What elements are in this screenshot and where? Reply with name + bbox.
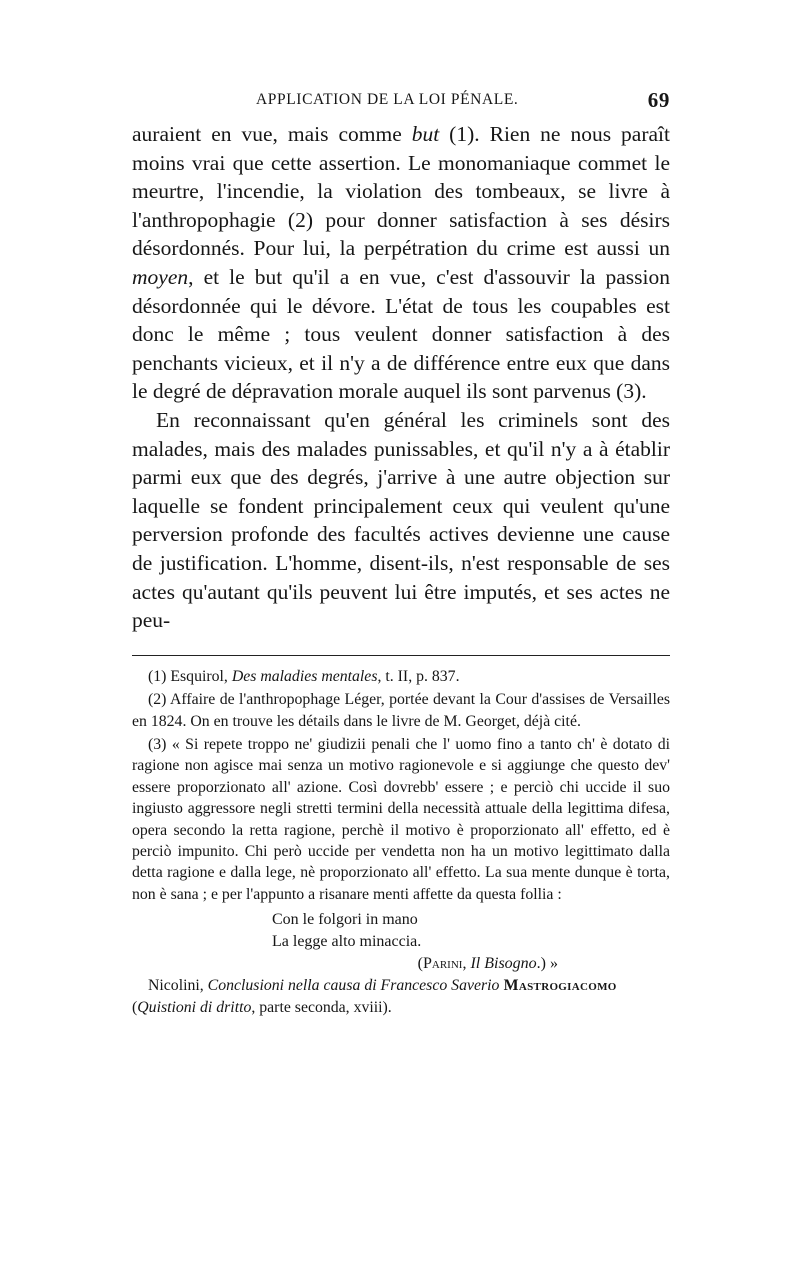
text-run: ( [132,998,138,1016]
verse-quotation [132,909,670,975]
verse-line-1: Con le folgori in mano [272,911,418,929]
main-text [132,120,670,635]
text-run: ( [417,955,423,973]
footnote-1 [132,666,670,687]
paragraph-1 [132,120,670,406]
verse-attribution [132,953,670,975]
page-header [132,88,670,112]
small-caps-run: Mastrogiacomo [499,977,617,995]
paragraph-2: En reconnaissant qu'en général les criminels sont des malades, mais des malades punissables, et qu'il n'y a à établir parmi eux que des degrés, j'arrive à une autre objection sur laquelle se fondent principalement ceux qui veulent qu'une perversion profonde des facultés actives devienne une cause de justification. L'homme, disent-ils, n'est responsable de ses actes qu'autant qu'ils peuvent lui être imputés, et ses actes ne peu- [132,407,670,633]
footnote-3: (3) « Si repete troppo ne' giudizii penali che l' uomo fino a tanto ch' è dotato di ragione non agisce mai senza un motivo ragionevole e si aggiunge che questo dev' essere proporzionato all' azione. Così dovrebb' essere ; e perciò chi uccide il suo ingiusto aggressore negli stretti termini della necessità attuale della legittima difesa, opera secondo la retta ragione, perchè il motivo è proporzionato all' effetto, ed è perciò impunito. Chi però uccide per vendetta non ha un motivo legittimato dalla detta ragione e dalla lege, nè proporzionato all' effetto. La sua mente dunque è torta, non è sana ; e per l'appunto a risanare menti affette da questa follia : [132,735,670,903]
text-run: .) » [536,955,558,973]
italic-run: but [411,122,440,146]
footnote-2: (2) Affaire de l'anthropophage Léger, portée devant la Cour d'assises de Versailles en 1824. On en trouve les détails dans le livre de M. Georget, déjà cité. [132,691,670,730]
text-run: (1) Esquirol, [148,667,232,685]
text-run: , t. II, p. 837. [377,667,460,685]
italic-run: Conclusioni nella causa di Francesco Saverio [207,977,500,995]
text-run: , [462,955,471,973]
book-page [132,88,670,1020]
text-run: (1). Rien ne nous paraît moins vrai que cette assertion. Le monomaniaque commet le meurtre, l'incendie, la violation des tombeaux, se livre à l'anthropophagie (2) pour donner satisfaction à ses désirs désordonnés. Pour lui, la perpétration du crime est aussi un [132,122,670,261]
italic-run: moyen [132,264,189,289]
running-title: APPLICATION DE LA LOI PÉNALE. [256,91,519,108]
work-title: Il Bisogno [470,955,537,973]
author-name: Parini [423,955,463,973]
page-number: 69 [647,88,670,112]
text-run: Nicolini, [148,977,208,995]
footnote-3-citation [132,975,670,1018]
text-run: , parte seconda, xviii). [251,998,392,1016]
italic-run: Des maladies mentales [231,667,378,685]
footnote-rule [132,655,670,656]
text-run: auraient en vue, mais comme [132,122,412,146]
italic-run: Quistioni di dritto [137,998,252,1016]
text-run: , et le but qu'il a en vue, c'est d'assouvir la passion désordonnée qui le dévore. L'état de tous les coupables est donc le même ; tous veulent donner satisfaction à des penchants vicieux, et il n'y a de différence entre eux que dans le degré de dépravation morale auquel ils sont parvenus (3). [132,264,670,404]
footnotes [132,666,670,1018]
verse-line-2: La legge alto minaccia. [272,933,422,951]
